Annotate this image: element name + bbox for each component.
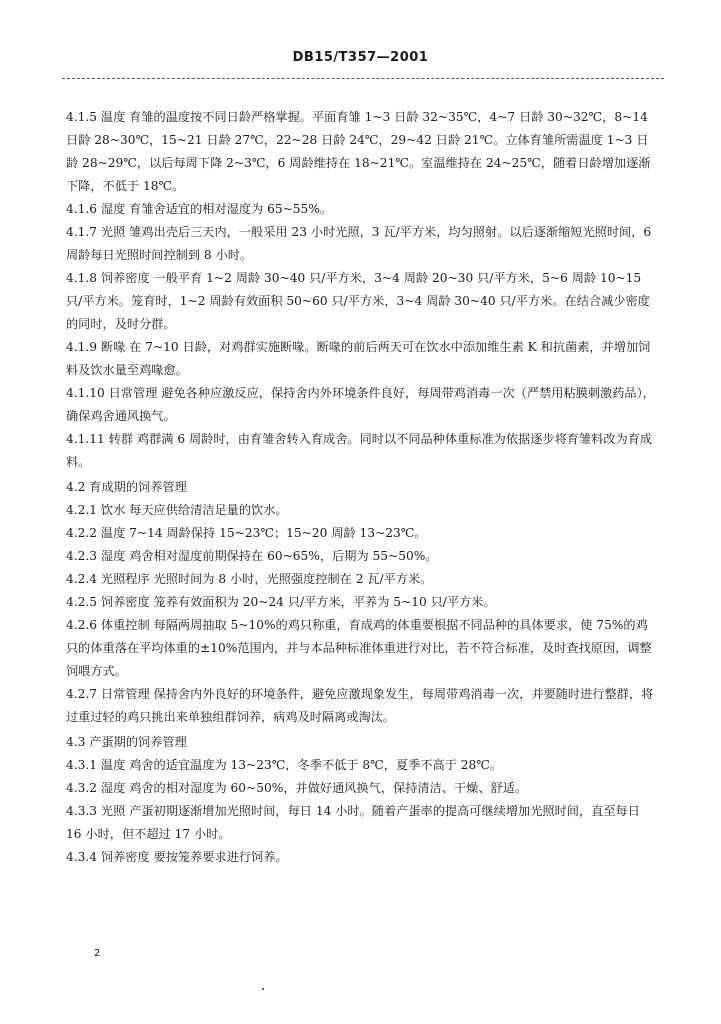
clause-4-2-2: 4.2.2 温度 7~14 周龄保持 15~23℃；15~20 周龄 13~23℃。: [66, 526, 427, 540]
page-number: 2: [94, 948, 101, 959]
section-4-3-heading: 4.3 产蛋期的饲养管理: [66, 735, 187, 749]
clause-4-3-3: 4.3.3 光照 产蛋初期逐渐增加光照时间，每日 14 小时。随着产蛋率的提高可继续增加光照时间，直至每日 16 小时，但不超过 17 小时。: [66, 804, 640, 841]
scan-speck: [262, 988, 264, 990]
clause-4-2-6: 4.2.6 体重控制 每隔两周抽取 5~10%的鸡只称重，育成鸡的体重要根据不同品种的具体要求，使 75%的鸡只的体重落在平均体重的±10%范围内，并与本品种标准体重进行对比，若不符合标准，及时查找原因，调整饲喂方式。: [66, 618, 652, 678]
clause-4-2-1: 4.2.1 饮水 每天应供给清洁足量的饮水。: [66, 503, 288, 517]
section-4-2-heading: 4.2 育成期的饲养管理: [66, 480, 187, 494]
header-divider: [62, 78, 664, 79]
clause-4-2-7: 4.2.7 日常管理 保持舍内外良好的环境条件，避免应激现象发生，每周带鸡消毒一次，并要随时进行整群，将过重过轻的鸡只挑出来单独组群饲养，病鸡及时隔离或淘汰。: [66, 687, 654, 724]
clause-4-1-8: 4.1.8 饲养密度 一般平育 1~2 周龄 30~40 只/平方米，3~4 周龄 20~30 只/平方米，5~6 周龄 10~15 只/平方米。笼育时，1~2 周龄有效面积 50~60 只/平方米，3~4 周龄 30~40 只/平方米。在结合减少密度的同时，及时分群。: [66, 271, 650, 331]
clause-4-3-4: 4.3.4 饲养密度 要按笼养要求进行饲养。: [66, 850, 288, 864]
clause-4-1-9: 4.1.9 断喙 在 7~10 日龄，对鸡群实施断喙。断喙的前后两天可在饮水中添加维生素 K 和抗菌素，并增加饲料及饮水量至鸡喙愈。: [66, 340, 651, 377]
clause-4-2-3: 4.2.3 湿度 鸡舍相对湿度前期保持在 60~65%，后期为 55~50%。: [66, 549, 438, 563]
clause-4-2-5: 4.2.5 饲养密度 笼养有效面积为 20~24 只/平方米，平养为 5~10 只/平方米。: [66, 595, 496, 609]
clause-4-1-5: 4.1.5 温度 育雏的温度按不同日龄严格掌握。平面育雏 1~3 日龄 32~35℃，4~7 日龄 30~32℃，8~14 日龄 28~30℃，15~21 日龄 27℃，22~28 日龄 24℃，29~42 日龄 21℃。立体育雏所需温度 1~3 日龄 28~29℃，以后每周下降 2~3℃，6 周龄维持在 18~21℃。室温维持在 24~25℃，随着日龄增加逐渐下降，不低于 18℃。: [66, 110, 651, 193]
standard-code-header: DB15/T357—2001: [292, 50, 429, 65]
clause-4-1-6: 4.1.6 湿度 育雏舍适宜的相对湿度为 65~55%。: [66, 202, 333, 216]
clause-4-3-1: 4.3.1 温度 鸡舍的适宜温度为 13~23℃，冬季不低于 8℃，夏季不高于 28℃。: [66, 758, 503, 772]
clause-4-1-7: 4.1.7 光照 雏鸡出壳后三天内，一般采用 23 小时光照，3 瓦/平方米，均匀照射。以后逐渐缩短光照时间，6 周龄每日光照时间控制到 8 小时。: [66, 225, 652, 262]
document-body: [66, 106, 658, 869]
clause-4-1-11: 4.1.11 转群 鸡群满 6 周龄时，由育雏舍转入育成舍。同时以不同品种体重标准为依据逐步将育雏料改为育成料。: [66, 432, 653, 469]
clause-4-1-10: 4.1.10 日常管理 避免各种应激反应，保持舍内外环境条件良好，每周带鸡消毒一次（严禁用粘膜刺激药品），确保鸡舍通风换气。: [66, 386, 655, 423]
clause-4-3-2: 4.3.2 湿度 鸡舍的相对湿度为 60~50%，并做好通风换气，保持清洁、干燥、舒适。: [66, 781, 528, 795]
clause-4-2-4: 4.2.4 光照程序 光照时间为 8 小时，光照强度控制在 2 瓦/平方米。: [66, 572, 433, 586]
